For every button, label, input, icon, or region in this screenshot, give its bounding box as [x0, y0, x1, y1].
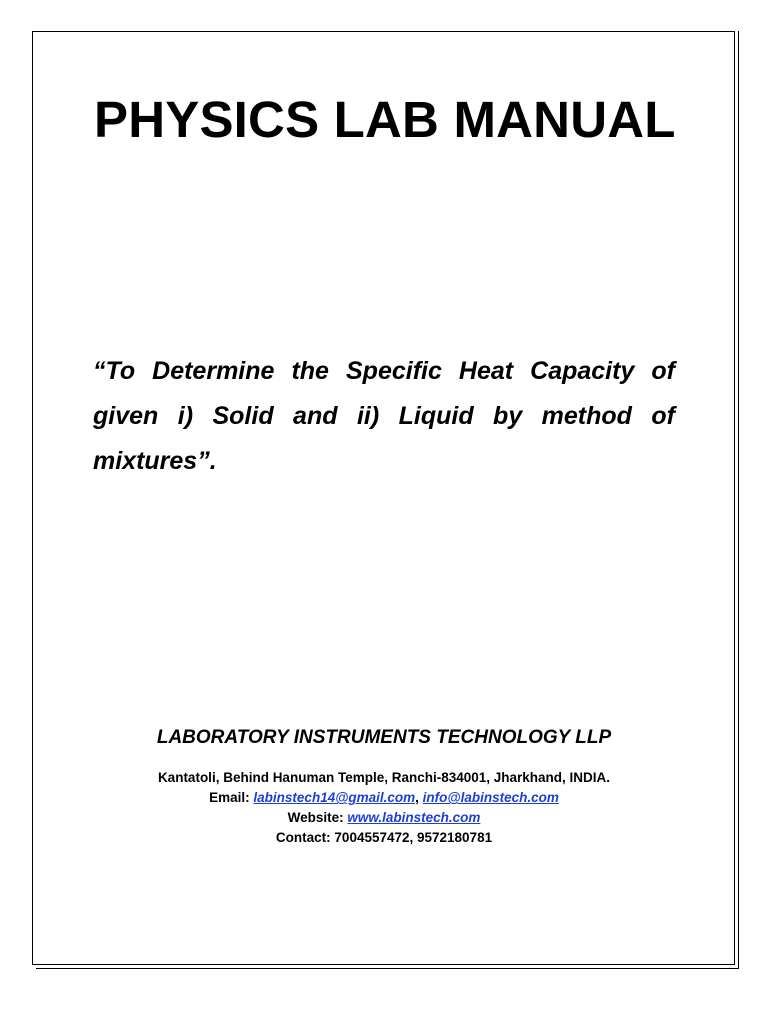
email-separator: , — [415, 790, 419, 805]
email-line — [0, 788, 768, 808]
email-label: Email: — [209, 790, 250, 805]
contact-block — [0, 768, 768, 848]
address-line — [0, 768, 768, 788]
email-link-primary[interactable]: labinstech14@gmail.com — [253, 790, 416, 805]
website-label: Website: — [287, 810, 344, 825]
company-name: LABORATORY INSTRUMENTS TECHNOLOGY LLP — [156, 727, 612, 748]
contact-numbers: 7004557472, 9572180781 — [334, 830, 493, 845]
website-link[interactable]: www.labinstech.com — [347, 810, 481, 825]
contact-label: Contact: — [275, 830, 331, 845]
website-line — [0, 808, 768, 828]
email-link-secondary[interactable]: info@labinstech.com — [422, 790, 559, 805]
page-title: PHYSICS LAB MANUAL — [94, 91, 676, 148]
address-text: Kantatoli, Behind Hanuman Temple, Ranchi-834001, Jharkhand, INDIA. — [157, 770, 611, 785]
experiment-title: “To Determine the Specific Heat Capacity of given i) Solid and ii) Liquid by method of mixtures”. — [93, 357, 675, 475]
phone-line — [0, 828, 768, 848]
